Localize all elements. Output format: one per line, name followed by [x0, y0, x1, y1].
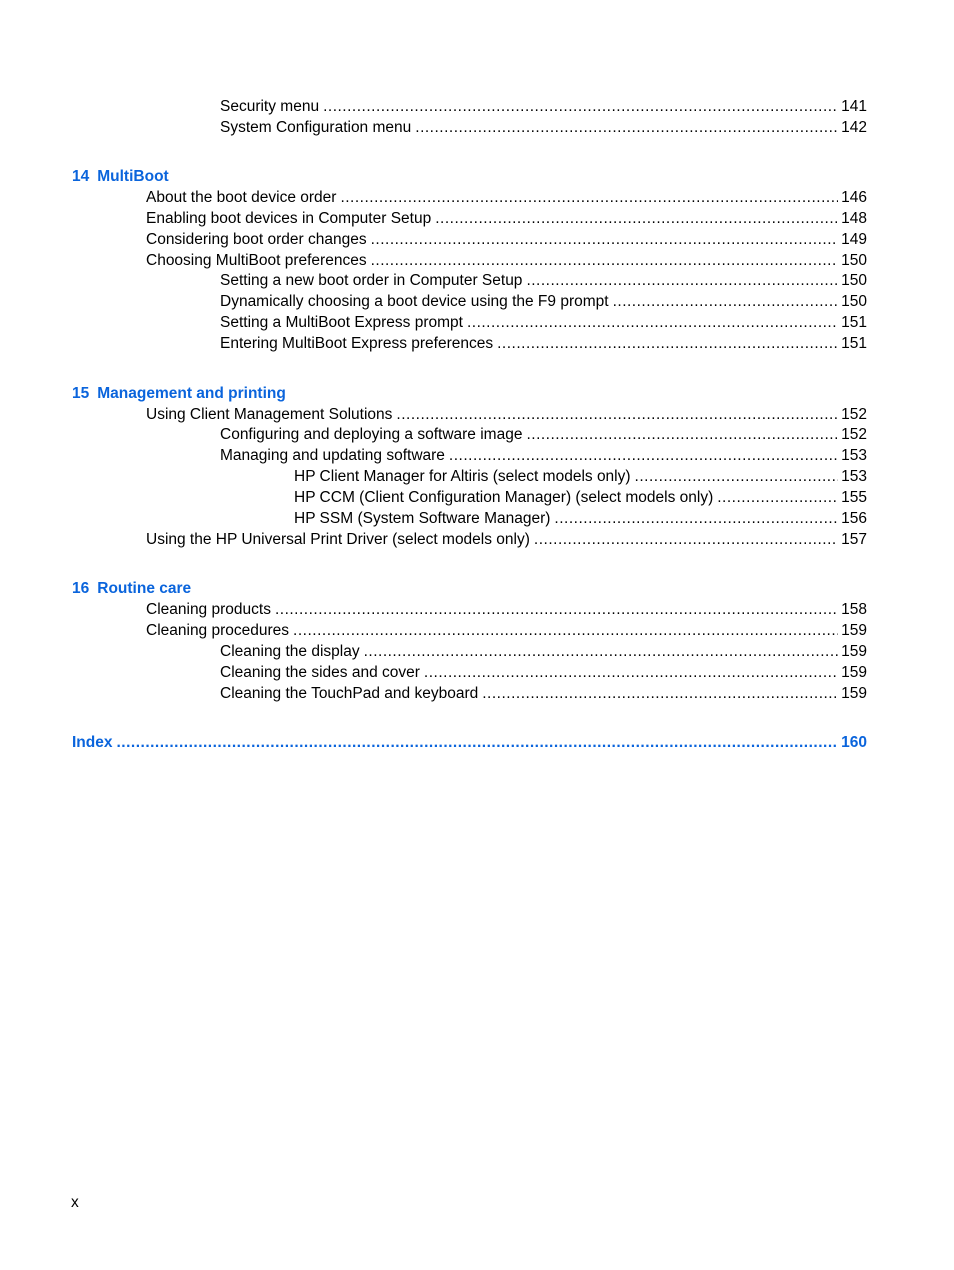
dot-leader [293, 620, 838, 641]
dot-leader [482, 683, 838, 704]
toc-entry-title: Using Client Management Solutions [146, 406, 393, 423]
dot-leader [526, 424, 838, 445]
dot-leader [415, 117, 838, 138]
toc-entry[interactable] [220, 683, 867, 704]
toc-entry[interactable] [220, 312, 867, 333]
toc-entry-title: HP SSM (System Software Manager) [294, 510, 551, 527]
toc-entry-page: 159 [841, 622, 867, 639]
toc-entry-page: 151 [841, 335, 867, 352]
toc-entry-page: 151 [841, 314, 867, 331]
toc-entry[interactable] [294, 487, 867, 508]
toc-entry[interactable] [220, 96, 867, 117]
toc-entry-page: 149 [841, 231, 867, 248]
toc-entry[interactable] [220, 270, 867, 291]
toc-entry-title: Entering MultiBoot Express preferences [220, 335, 494, 352]
toc-index-title: Index [72, 734, 113, 751]
toc-entry[interactable] [220, 641, 867, 662]
dot-leader [371, 229, 839, 250]
toc-entry-page: 155 [841, 489, 867, 506]
toc-entry-title: About the boot device order [146, 189, 337, 206]
chapter-title: MultiBoot [97, 168, 169, 185]
dot-leader [275, 599, 838, 620]
toc-entry[interactable] [146, 529, 867, 550]
chapter-heading[interactable] [72, 166, 169, 187]
toc-entry[interactable] [220, 291, 867, 312]
footer-page-number: x [71, 1194, 79, 1211]
toc-entry[interactable] [220, 424, 867, 445]
chapter-number: 16 [72, 580, 90, 597]
toc-entry-title: HP CCM (Client Configuration Manager) (select models only) [294, 489, 714, 506]
toc-entry[interactable] [294, 466, 867, 487]
toc-entry-page: 159 [841, 664, 867, 681]
toc-entry[interactable] [220, 117, 867, 138]
toc-entry-page: 153 [841, 447, 867, 464]
toc-entry-page: 152 [841, 426, 867, 443]
toc-entry-title: Security menu [220, 98, 320, 115]
toc-entry-page: 157 [841, 531, 867, 548]
toc-entry-page: 159 [841, 643, 867, 660]
dot-leader [467, 312, 838, 333]
toc-entry[interactable] [146, 404, 867, 425]
toc-entry-title: Setting a MultiBoot Express prompt [220, 314, 463, 331]
toc-entry-page: 150 [841, 293, 867, 310]
toc-entry-title: Choosing MultiBoot preferences [146, 252, 367, 269]
toc-entry[interactable] [146, 187, 867, 208]
dot-leader [449, 445, 838, 466]
toc-entry-title: Using the HP Universal Print Driver (select models only) [146, 531, 530, 548]
toc-entry-title: Cleaning the sides and cover [220, 664, 420, 681]
toc-entry-page: 141 [841, 98, 867, 115]
dot-leader [435, 208, 838, 229]
toc-entry[interactable] [146, 250, 867, 271]
toc-entry[interactable] [220, 662, 867, 683]
chapter-number: 14 [72, 168, 90, 185]
toc-entry-page: 152 [841, 406, 867, 423]
dot-leader [635, 466, 839, 487]
toc-entry[interactable] [220, 445, 867, 466]
toc-index-entry[interactable] [72, 732, 867, 753]
toc-entry[interactable] [146, 599, 867, 620]
toc-entry-page: 156 [841, 510, 867, 527]
dot-leader [526, 270, 838, 291]
toc-entry-page: 150 [841, 272, 867, 289]
toc-entry-title: Cleaning procedures [146, 622, 290, 639]
toc-entry-title: Setting a new boot order in Computer Setup [220, 272, 523, 289]
chapter-heading[interactable] [72, 383, 286, 404]
toc-entry-title: Cleaning the TouchPad and keyboard [220, 685, 479, 702]
dot-leader [116, 732, 838, 753]
chapter-heading[interactable] [72, 578, 191, 599]
toc-entry-title: Configuring and deploying a software image [220, 426, 523, 443]
toc-entry-page: 150 [841, 252, 867, 269]
dot-leader [534, 529, 838, 550]
dot-leader [396, 404, 838, 425]
dot-leader [497, 333, 838, 354]
toc-entry[interactable] [146, 620, 867, 641]
chapter-title: Management and printing [97, 385, 286, 402]
toc-entry-title: Cleaning products [146, 601, 271, 618]
dot-leader [424, 662, 838, 683]
toc-entry-page: 146 [841, 189, 867, 206]
dot-leader [717, 487, 838, 508]
toc-entry[interactable] [146, 208, 867, 229]
dot-leader [613, 291, 839, 312]
toc-entry-page: 148 [841, 210, 867, 227]
toc-entry-title: Enabling boot devices in Computer Setup [146, 210, 432, 227]
toc-entry-title: HP Client Manager for Altiris (select models only) [294, 468, 631, 485]
toc-entry-title: Dynamically choosing a boot device using the F9 prompt [220, 293, 609, 310]
toc-index-page: 160 [841, 734, 867, 751]
toc-entry-title: Considering boot order changes [146, 231, 367, 248]
dot-leader [371, 250, 839, 271]
toc-entry[interactable] [146, 229, 867, 250]
dot-leader [340, 187, 838, 208]
toc-entry-page: 158 [841, 601, 867, 618]
toc-entry-page: 159 [841, 685, 867, 702]
toc-entry-title: System Configuration menu [220, 119, 412, 136]
dot-leader [554, 508, 838, 529]
dot-leader [364, 641, 839, 662]
toc-entry[interactable] [294, 508, 867, 529]
toc-entry-page: 142 [841, 119, 867, 136]
toc-entry-title: Managing and updating software [220, 447, 445, 464]
toc-entry[interactable] [220, 333, 867, 354]
toc-entry-title: Cleaning the display [220, 643, 360, 660]
chapter-number: 15 [72, 385, 90, 402]
chapter-title: Routine care [97, 580, 192, 597]
dot-leader [323, 96, 838, 117]
toc-entry-page: 153 [841, 468, 867, 485]
